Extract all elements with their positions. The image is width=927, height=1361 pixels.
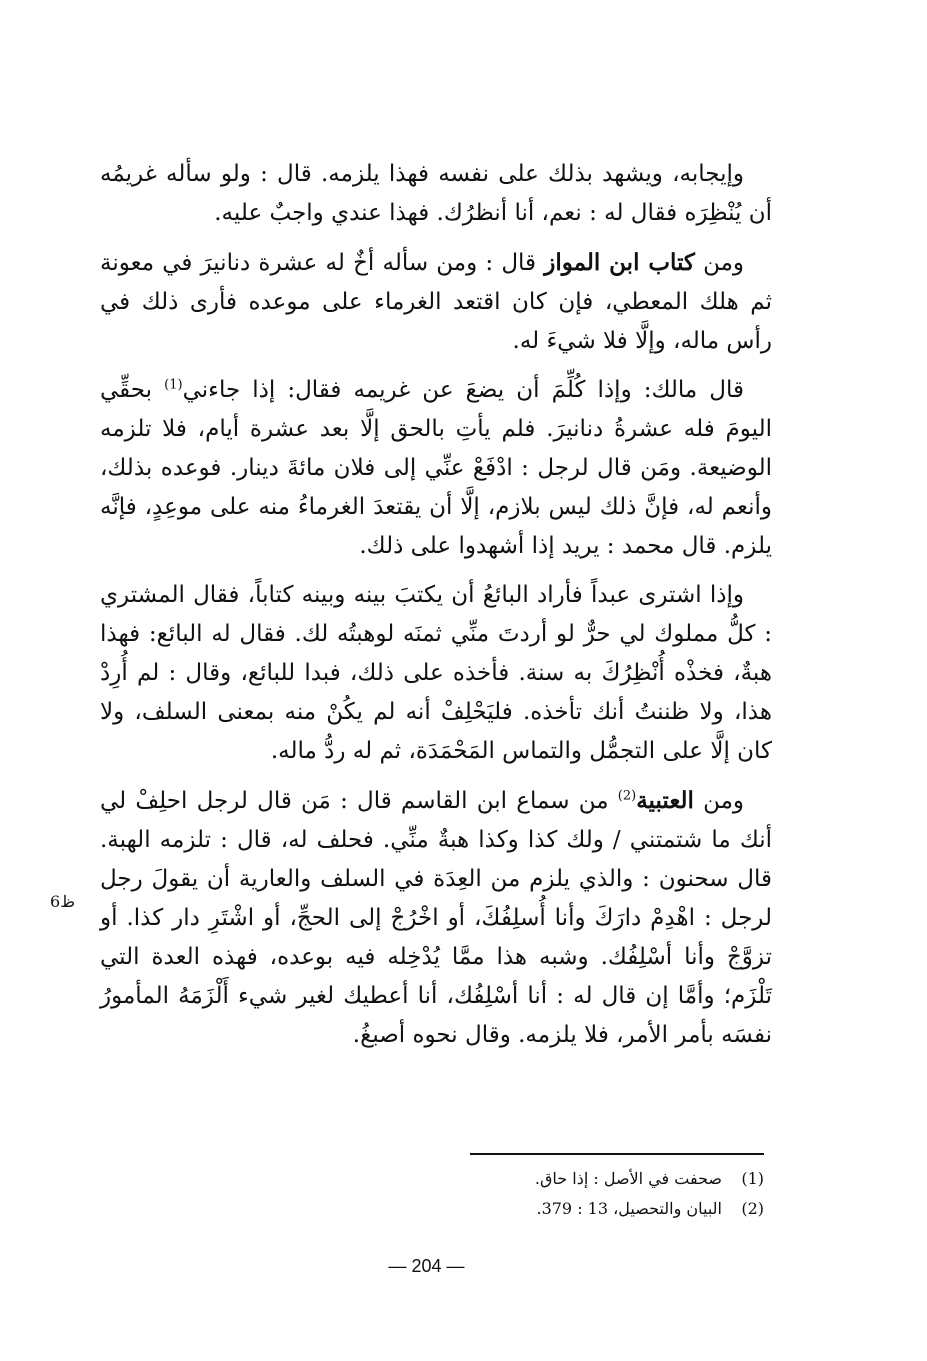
page-number: — 204 — (388, 1256, 465, 1276)
footnote-2 (400, 1194, 764, 1224)
paragraph-text: وإيجابه، ويشهد بذلك على نفسه فهذا يلزمه. قال : ولو سأله غريمُه أن يُنْظِرَه فقال له : نعم، أنا أنظرُك. فهذا عندي واجبٌ عليه. (100, 161, 772, 226)
footnote-text: صحفت في الأصل : إذا حاق. (534, 1169, 722, 1188)
paragraph-2 (100, 243, 772, 361)
paragraph-text: وإذا اشترى عبداً فأراد البائعُ أن يكتبَ بينه وبينه كتاباً، فقال المشتري : كلُّ مملوك لي حرٌّ لو أردتَ منِّي ثمنَه لوهبتُه لك. فقال له البائع: فهذا هبةٌ، فخذْه أُنْظِرُكَ به سنة. فأخذه على ذلك، فبدا للبائع، وقال : لم أُرِدْ هذا، ولا ظننتُ أنك تأخذه. فليَحْلِفْ أنه لم يكُنْ منه بمعنى السلف، ولا كان إلَّا على التجمُّل والتماس المَحْمَدَة، ثم له ردُّ ماله. (100, 582, 772, 764)
paragraph-text: بحقِّي اليومَ فله عشرةُ دنانيرَ. فلم يأتِ بالحق إلَّا بعد عشرة أيام، فلا تلزمه الوضيعة. ومَن قال لرجل : ادْفَعْ عنِّي إلى فلان مائةَ دينار. فوعده بذلك، وأنعم له، فإنَّ ذلك ليس بلازم، إلَّا أن يقتعدَ الغرماءُ منه على موعِدٍ، فإنَّه يلزم. قال محمد : يريد إذا أشهدوا على ذلك. (100, 377, 772, 559)
paragraph-lead: ومن (694, 250, 745, 276)
footnote-ref-2: (2) (617, 788, 637, 804)
footnote-1 (400, 1164, 764, 1194)
source-title-ibn-al-mawwaz: كتاب ابن المواز (544, 249, 695, 276)
footnote-divider (470, 1153, 764, 1155)
manuscript-folio-marker: ظ6 (50, 892, 75, 911)
source-title-al-utbiyya: العتبية (636, 787, 694, 814)
paragraph-5 (100, 781, 772, 1055)
main-text (100, 155, 772, 1065)
paragraph-lead: ومن (693, 788, 745, 814)
footnote-ref-1: (1) (164, 377, 183, 393)
footnote-text: البيان والتحصيل، 13 : 379. (536, 1199, 722, 1218)
footnotes (400, 1164, 764, 1224)
footnote-number: (2) (741, 1199, 764, 1218)
paragraph-1 (100, 155, 772, 233)
paragraph-4 (100, 576, 772, 771)
footnote-number: (1) (741, 1169, 764, 1188)
paragraph-text: قال : ومن سأله أخٌ له عشرة دنانيرَ في معونة ثم هلك المعطي، فإن كان اقتعد الغرماء على موعده فأرى ذلك في رأس ماله، وإلَّا فلا شيءَ له. (100, 250, 772, 354)
paragraph-3 (100, 371, 772, 566)
paragraph-text: من سماع ابن القاسم قال : مَن قال لرجل احلِفْ لي أنك ما شتمتني / ولك كذا وكذا هبةٌ منِّي. فحلف له، قال : تلزمه الهبة. قال سحنون : والذي يلزم من العِدَة في السلف والعارية أن يقولَ رجل لرجل : اهْدِمْ دارَكَ وأنا أُسلِفُكَ، أو اخْرُجْ إلى الحجِّ، أو اشْتَرِ دار كذا. أو تزوَّجْ وأنا أسْلِفُك. وشبه هذا ممَّا يُدْخِله فيه بوعده، فهذه العدة التي تَلْزَم؛ وأمَّا إن قال له : أنا أسْلِفُك، أنا أعطيك لغير شيء أَلْزَمَهُ المأمورُ نفسَه بأمر الأمر، فلا يلزمه. وقال نحوه أصبغُ. (100, 788, 772, 1048)
paragraph-text: قال مالك: وإذا كُلِّمَ أن يضعَ عن غريمه فقال: إذا جاءني (182, 377, 744, 403)
